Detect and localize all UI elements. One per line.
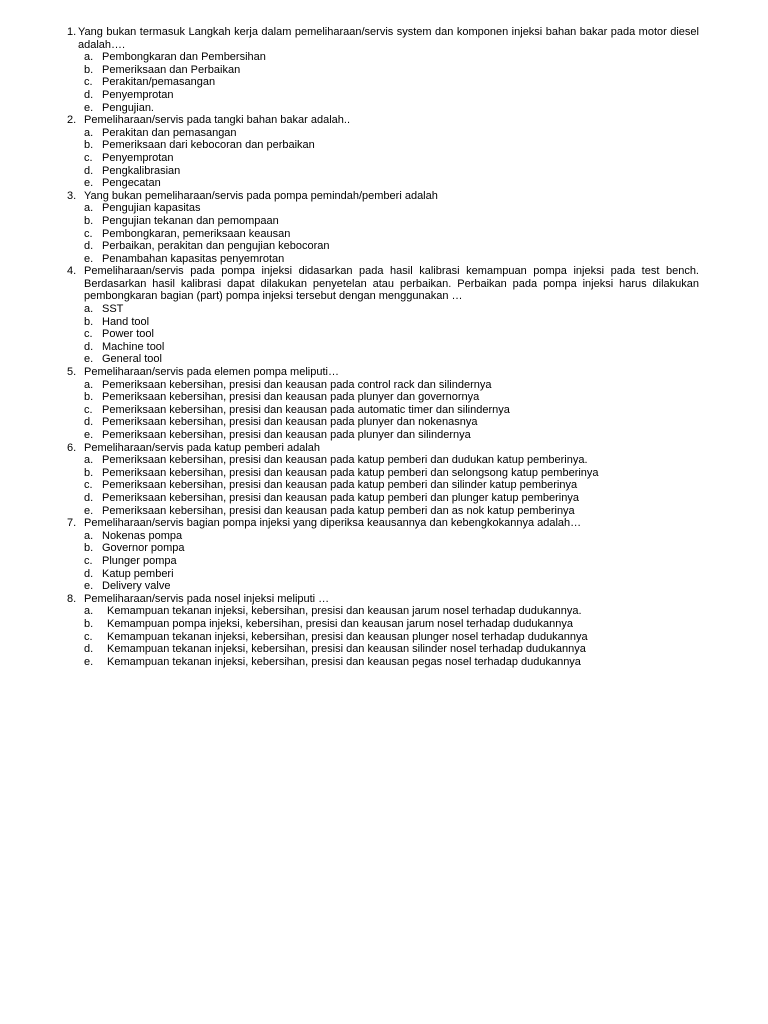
option-text: Kemampuan tekanan injeksi, kebersihan, presisi dan keausan jarum nosel terhadap dudukannya. bbox=[107, 605, 582, 618]
answer-option bbox=[67, 177, 699, 190]
option-letter: c. bbox=[84, 630, 93, 643]
answer-option bbox=[67, 643, 699, 656]
question-3 bbox=[67, 190, 699, 203]
option-text: Pemeriksaan kebersihan, presisi dan keausan pada control rack dan silindernya bbox=[102, 378, 492, 391]
option-letter: c. bbox=[84, 227, 93, 240]
option-text: Katup pemberi bbox=[102, 567, 174, 580]
answer-option bbox=[67, 568, 699, 581]
option-letter: d. bbox=[84, 643, 94, 656]
answer-option bbox=[67, 492, 699, 505]
answer-options bbox=[67, 530, 699, 593]
option-text: Kemampuan pompa injeksi, kebersihan, presisi dan keausan jarum nosel terhadap dudukannya bbox=[107, 617, 573, 630]
option-letter: d. bbox=[84, 88, 94, 101]
answer-option bbox=[67, 555, 699, 568]
option-letter: b. bbox=[84, 542, 94, 555]
option-text: Nokenas pompa bbox=[102, 529, 183, 542]
option-letter: c. bbox=[84, 479, 93, 492]
answer-option bbox=[67, 202, 699, 215]
answer-option bbox=[67, 165, 699, 178]
answer-option bbox=[67, 391, 699, 404]
answer-option bbox=[67, 479, 699, 492]
answer-option bbox=[67, 631, 699, 644]
question-2 bbox=[67, 114, 699, 127]
answer-option bbox=[67, 228, 699, 241]
option-letter: e. bbox=[84, 252, 94, 265]
answer-option bbox=[67, 605, 699, 618]
answer-option bbox=[67, 76, 699, 89]
option-text: General tool bbox=[102, 353, 162, 366]
question-text: Pemeliharaan/servis pada nosel injeksi meliputi … bbox=[84, 592, 330, 605]
question-number: 2. bbox=[67, 114, 77, 127]
option-text: Delivery valve bbox=[102, 580, 171, 593]
option-text: Pengujian. bbox=[102, 101, 154, 114]
option-text: Kemampuan tekanan injeksi, kebersihan, presisi dan keausan silinder nosel terhadap dudukannya bbox=[107, 643, 586, 656]
option-letter: b. bbox=[84, 139, 94, 152]
question-number: 4. bbox=[67, 265, 77, 278]
option-letter: a. bbox=[84, 202, 94, 215]
option-text: Pemeriksaan dan Perbaikan bbox=[102, 63, 241, 76]
option-text: Kemampuan tekanan injeksi, kebersihan, presisi dan keausan pegas nosel terhadap dudukannya bbox=[107, 655, 581, 668]
option-text: Hand tool bbox=[102, 315, 150, 328]
option-text: Perakitan dan pemasangan bbox=[102, 126, 237, 139]
option-text: Kemampuan tekanan injeksi, kebersihan, presisi dan keausan plunger nosel terhadap dudukannya bbox=[107, 630, 588, 643]
answer-options bbox=[67, 303, 699, 366]
option-letter: e. bbox=[84, 655, 94, 668]
question-1 bbox=[67, 26, 699, 51]
answer-option bbox=[67, 328, 699, 341]
option-letter: d. bbox=[84, 240, 94, 253]
question-text: Pemeliharaan/servis pada pompa injeksi didasarkan pada hasil kalibrasi kemampuan pompa injeksi pada test bench. Berdasarkan hasil kalibrasi dapat dilakukan penyetelan atau perbaikan. Perbaikan pada pompa injeksi harus dilakukan pembongkaran bagian (part) pompa injeksi tersebut dengan menggunakan … bbox=[84, 265, 699, 303]
answer-option bbox=[67, 404, 699, 417]
question-number: 5. bbox=[67, 366, 77, 379]
option-letter: e. bbox=[84, 101, 94, 114]
option-letter: c. bbox=[84, 554, 93, 567]
option-letter: a. bbox=[84, 529, 94, 542]
option-text: Pembongkaran, pemeriksaan keausan bbox=[102, 227, 291, 240]
option-text: Pengujian kapasitas bbox=[102, 202, 201, 215]
option-text: SST bbox=[102, 303, 124, 316]
option-letter: a. bbox=[84, 51, 94, 64]
question-7 bbox=[67, 517, 699, 530]
option-letter: a. bbox=[84, 303, 94, 316]
answer-option bbox=[67, 127, 699, 140]
option-text: Penambahan kapasitas penyemrotan bbox=[102, 252, 285, 265]
option-text: Pemeriksaan kebersihan, presisi dan keausan pada plunyer dan nokenasnya bbox=[102, 416, 478, 429]
option-letter: b. bbox=[84, 63, 94, 76]
answer-option bbox=[67, 429, 699, 442]
answer-option bbox=[67, 416, 699, 429]
option-text: Pembongkaran dan Pembersihan bbox=[102, 51, 266, 64]
answer-option bbox=[67, 240, 699, 253]
question-number: 3. bbox=[67, 189, 77, 202]
option-text: Penyemprotan bbox=[102, 88, 174, 101]
option-text: Perbaikan, perakitan dan pengujian kebocoran bbox=[102, 240, 330, 253]
option-text: Pemeriksaan kebersihan, presisi dan keausan pada katup pemberi dan silinder katup pemberinya bbox=[102, 479, 578, 492]
answer-options bbox=[67, 454, 699, 517]
option-text: Perakitan/pemasangan bbox=[102, 76, 216, 89]
option-letter: b. bbox=[84, 315, 94, 328]
answer-option bbox=[67, 215, 699, 228]
question-4 bbox=[67, 265, 699, 303]
question-text: Pemeliharaan/servis pada tangki bahan bakar adalah.. bbox=[84, 114, 351, 127]
answer-option bbox=[67, 530, 699, 543]
question-text: Pemeliharaan/servis pada elemen pompa meliputi… bbox=[84, 366, 339, 379]
option-text: Pemeriksaan kebersihan, presisi dan keausan pada katup pemberi dan plunger katup pemberinya bbox=[102, 491, 579, 504]
question-number: 8. bbox=[67, 592, 77, 605]
option-text: Plunger pompa bbox=[102, 554, 177, 567]
option-letter: a. bbox=[84, 126, 94, 139]
option-text: Pemeriksaan kebersihan, presisi dan keausan pada plunyer dan silindernya bbox=[102, 429, 471, 441]
question-6 bbox=[67, 442, 699, 455]
answer-option bbox=[67, 303, 699, 316]
question-number: 6. bbox=[67, 441, 77, 454]
answer-option bbox=[67, 454, 699, 467]
question-8 bbox=[67, 593, 699, 606]
option-letter: b. bbox=[84, 466, 94, 479]
question-5 bbox=[67, 366, 699, 379]
question-text: Pemeliharaan/servis bagian pompa injeksi yang diperiksa keausannya dan kebengkokannya adalah… bbox=[84, 517, 582, 530]
option-letter: a. bbox=[84, 605, 94, 618]
answer-options bbox=[67, 127, 699, 190]
option-text: Pemeriksaan kebersihan, presisi dan keausan pada plunyer dan governornya bbox=[102, 391, 480, 404]
answer-option bbox=[67, 618, 699, 631]
option-letter: a. bbox=[84, 378, 94, 391]
question-text: Yang bukan termasuk Langkah kerja dalam pemeliharaan/servis system dan komponen injeksi bahan bakar pada motor diesel adalah…. bbox=[78, 26, 699, 51]
answer-option bbox=[67, 51, 699, 64]
option-text: Governor pompa bbox=[102, 542, 185, 555]
option-letter: e. bbox=[84, 177, 94, 190]
option-text: Penyemprotan bbox=[102, 151, 174, 164]
option-text: Machine tool bbox=[102, 340, 165, 353]
answer-option bbox=[67, 316, 699, 329]
answer-option bbox=[67, 379, 699, 392]
option-text: Pemeriksaan kebersihan, presisi dan keausan pada katup pemberi dan dudukan katup pemberinya. bbox=[102, 454, 588, 467]
option-text: Power tool bbox=[102, 328, 154, 341]
answer-option bbox=[67, 341, 699, 354]
option-letter: c. bbox=[84, 76, 93, 89]
document-page bbox=[67, 26, 699, 668]
option-text: Pemeriksaan kebersihan, presisi dan keausan pada katup pemberi dan selongsong katup pemberinya bbox=[102, 466, 599, 479]
question-text: Yang bukan pemeliharaan/servis pada pompa pemindah/pemberi adalah bbox=[84, 189, 438, 202]
answer-option bbox=[67, 152, 699, 165]
option-text: Pengkalibrasian bbox=[102, 164, 181, 177]
answer-options bbox=[67, 379, 699, 442]
option-letter: a. bbox=[84, 454, 94, 467]
option-letter: c. bbox=[84, 403, 93, 416]
answer-option bbox=[67, 89, 699, 102]
answer-option bbox=[67, 505, 699, 518]
option-letter: d. bbox=[84, 491, 94, 504]
question-text: Pemeliharaan/servis pada katup pemberi adalah bbox=[84, 441, 321, 454]
option-letter: b. bbox=[84, 391, 94, 404]
option-letter: c. bbox=[84, 151, 93, 164]
option-letter: e. bbox=[84, 353, 94, 366]
option-letter: d. bbox=[84, 164, 94, 177]
answer-options bbox=[67, 202, 699, 265]
answer-option bbox=[67, 580, 699, 593]
answer-option bbox=[67, 253, 699, 266]
option-letter: b. bbox=[84, 214, 94, 227]
option-letter: d. bbox=[84, 567, 94, 580]
question-number: 7. bbox=[67, 517, 77, 530]
answer-option bbox=[67, 656, 699, 669]
option-letter: d. bbox=[84, 340, 94, 353]
answer-option bbox=[67, 467, 699, 480]
answer-options bbox=[67, 605, 699, 668]
option-text: Pengujian tekanan dan pemompaan bbox=[102, 214, 279, 227]
option-text: Pemeriksaan kebersihan, presisi dan keausan pada automatic timer dan silindernya bbox=[102, 403, 510, 416]
option-letter: e. bbox=[84, 429, 94, 441]
answer-option bbox=[67, 64, 699, 77]
option-letter: d. bbox=[84, 416, 94, 429]
question-number: 1. bbox=[67, 26, 77, 38]
option-text: Pengecatan bbox=[102, 177, 161, 190]
option-letter: e. bbox=[84, 580, 94, 593]
answer-option bbox=[67, 542, 699, 555]
option-letter: b. bbox=[84, 617, 94, 630]
option-letter: e. bbox=[84, 504, 94, 517]
answer-option bbox=[67, 139, 699, 152]
answer-option bbox=[67, 353, 699, 366]
answer-option bbox=[67, 102, 699, 115]
answer-options bbox=[67, 51, 699, 114]
option-text: Pemeriksaan kebersihan, presisi dan keausan pada katup pemberi dan as nok katup pemberinya bbox=[102, 504, 575, 517]
option-text: Pemeriksaan dari kebocoran dan perbaikan bbox=[102, 139, 315, 152]
option-letter: c. bbox=[84, 328, 93, 341]
